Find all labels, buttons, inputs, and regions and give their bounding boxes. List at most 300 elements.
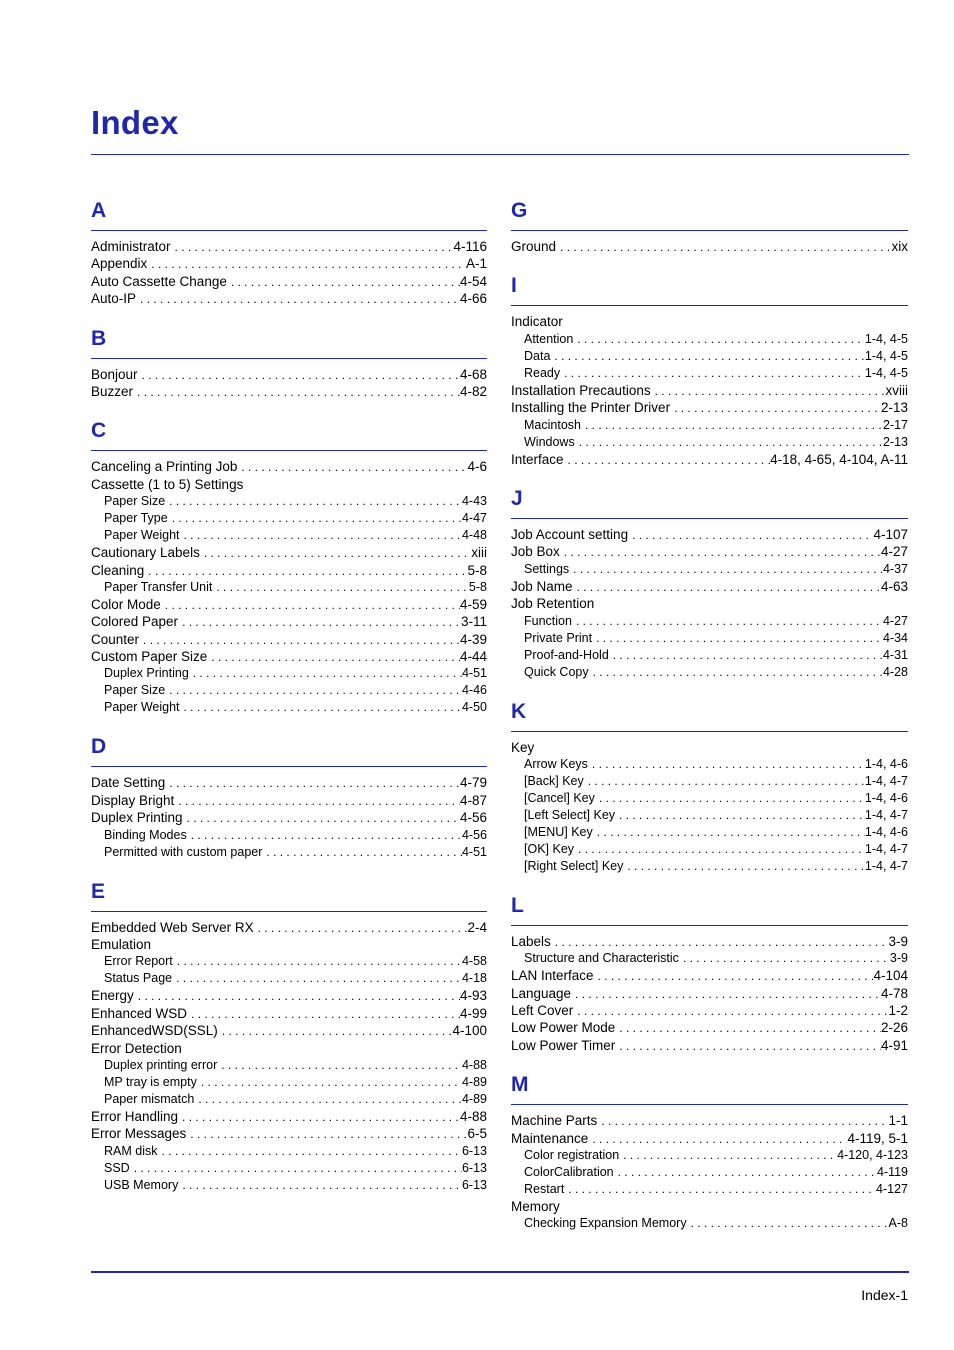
entry-pages: 4-68 <box>459 366 487 382</box>
entry-list <box>511 732 908 892</box>
dot-leader <box>183 810 460 826</box>
entry-pages: 4-34 <box>882 630 908 645</box>
index-subentry <box>511 858 908 875</box>
entry-pages: 4-93 <box>459 988 487 1004</box>
index-subentry <box>91 1057 487 1074</box>
index-entry <box>91 1022 487 1039</box>
entry-term: Colored Paper <box>91 614 179 630</box>
entry-pages: 4-119, 5-1 <box>847 1130 908 1146</box>
entry-pages: 4-56 <box>461 827 487 842</box>
index-entry <box>511 543 908 560</box>
index-subentry <box>91 953 487 970</box>
dot-leader <box>173 953 462 970</box>
section-letter: I <box>511 272 908 306</box>
index-entry <box>511 382 908 399</box>
index-subentry <box>511 630 908 647</box>
index-entry <box>511 1112 908 1129</box>
index-subentry <box>91 1160 487 1177</box>
entry-pages: 4-89 <box>461 1091 487 1106</box>
entry-pages: 4-28 <box>882 664 908 679</box>
entry-pages: 4-54 <box>459 273 487 289</box>
entry-term: Status Page <box>104 971 173 986</box>
dot-leader <box>133 384 460 400</box>
index-entry <box>511 313 908 330</box>
dot-leader <box>619 1147 837 1164</box>
entry-pages: 4-37 <box>882 561 908 576</box>
entry-pages: 1-1 <box>888 1113 908 1129</box>
entry-term: Ground <box>511 239 557 254</box>
dot-leader <box>588 756 865 773</box>
index-column-left <box>91 197 487 1211</box>
entry-term: Auto Cassette Change <box>91 273 227 289</box>
index-entry <box>511 1130 908 1147</box>
entry-term: Function <box>524 613 572 628</box>
index-subentry <box>511 1147 908 1164</box>
entry-pages: 4-91 <box>880 1037 908 1053</box>
dot-leader <box>227 274 460 290</box>
index-section-e <box>91 878 487 1211</box>
page-number: Index-1 <box>861 1287 908 1303</box>
index-subentry <box>511 417 908 434</box>
entry-term: LAN Interface <box>511 968 594 984</box>
entry-term: [OK] Key <box>524 841 575 856</box>
entry-pages: 1-4, 4-5 <box>864 365 908 380</box>
entry-pages: 2-13 <box>880 400 908 416</box>
dot-leader <box>194 1091 462 1108</box>
dot-leader <box>165 682 462 699</box>
entry-pages: 1-4, 4-6 <box>864 824 908 839</box>
entry-term: Maintenance <box>511 1130 589 1146</box>
entry-pages: xiii <box>471 545 487 561</box>
entry-list <box>91 767 487 877</box>
section-letter: B <box>91 325 487 359</box>
index-entry <box>91 1040 487 1057</box>
index-section-c <box>91 417 487 733</box>
entry-term: Low Power Timer <box>511 1037 616 1053</box>
index-subentry <box>91 1177 487 1194</box>
entry-pages: 4-66 <box>459 291 487 307</box>
dot-leader <box>254 920 468 936</box>
entry-pages: 4-107 <box>873 526 908 542</box>
dot-leader <box>615 807 865 824</box>
entry-pages: 4-6 <box>467 459 487 475</box>
entry-term: Embedded Web Server RX <box>91 919 254 935</box>
section-letter: K <box>511 698 908 732</box>
index-section-i <box>511 272 908 485</box>
index-entry <box>91 255 487 272</box>
entry-term: Low Power Mode <box>511 1020 616 1036</box>
entry-pages: 4-104 <box>873 968 908 984</box>
entry-pages: 1-4, 4-7 <box>864 773 908 788</box>
entry-pages: 4-127 <box>876 1182 908 1197</box>
dot-leader <box>571 986 881 1002</box>
index-section-l <box>511 892 908 1071</box>
entry-pages: 3-9 <box>889 951 908 966</box>
entry-pages: 4-63 <box>880 578 908 594</box>
entry-term: Bonjour <box>91 366 138 382</box>
dot-leader <box>560 365 865 382</box>
dot-leader <box>172 970 462 987</box>
entry-term: Error Messages <box>91 1126 187 1142</box>
dot-leader <box>212 579 469 596</box>
index-entry <box>91 774 487 791</box>
entry-term: Custom Paper Size <box>91 649 208 665</box>
entry-term: Enhanced WSD <box>91 1005 188 1021</box>
dot-leader <box>144 563 467 579</box>
entry-pages: 4-47 <box>461 511 487 526</box>
entry-term: EnhancedWSD(SSL) <box>91 1023 218 1039</box>
index-subentry <box>91 665 487 682</box>
entry-pages: 4-56 <box>459 810 487 826</box>
index-subentry <box>511 434 908 451</box>
dot-leader <box>564 452 771 468</box>
dot-leader <box>262 844 462 861</box>
entry-pages: A-8 <box>888 1216 908 1231</box>
index-subentry <box>511 807 908 824</box>
entry-term: SSD <box>104 1160 130 1175</box>
index-subentry <box>91 682 487 699</box>
index-subentry <box>511 950 908 967</box>
index-entry <box>511 526 908 543</box>
dot-leader <box>615 1020 881 1036</box>
index-subentry <box>511 331 908 348</box>
entry-term: Installing the Printer Driver <box>511 400 671 416</box>
dot-leader <box>134 988 460 1004</box>
dot-leader <box>564 1181 876 1198</box>
entry-pages: 1-4, 4-7 <box>864 807 908 822</box>
index-section-m <box>511 1071 908 1249</box>
dot-leader <box>157 1143 461 1160</box>
dot-leader <box>218 1023 453 1039</box>
entry-pages: 4-79 <box>459 775 487 791</box>
entry-pages: 4-78 <box>880 985 908 1001</box>
index-entry <box>511 595 908 612</box>
index-entry <box>91 562 487 579</box>
entry-term: Emulation <box>91 937 152 953</box>
entry-pages: 1-4, 4-7 <box>864 841 908 856</box>
entry-term: Arrow Keys <box>524 756 588 771</box>
entry-term: Language <box>511 985 572 1001</box>
entry-pages: 4-88 <box>461 1057 487 1072</box>
entry-list <box>511 519 908 698</box>
dot-leader <box>595 790 865 807</box>
index-section-d <box>91 733 487 877</box>
index-subentry <box>511 1215 908 1232</box>
entry-term: Buzzer <box>91 383 134 399</box>
entry-pages: 4-58 <box>461 954 487 969</box>
dot-leader <box>679 950 890 967</box>
entry-pages: 5-8 <box>468 579 487 594</box>
entry-pages: xix <box>891 239 908 254</box>
dot-leader <box>165 493 462 510</box>
dot-leader <box>593 824 865 841</box>
entry-term: [Back] Key <box>524 773 584 788</box>
entry-term: Installation Precautions <box>511 382 651 398</box>
index-entry <box>91 238 487 255</box>
entry-term: Duplex Printing <box>104 666 189 681</box>
index-subentry <box>91 493 487 510</box>
dot-leader <box>628 527 873 543</box>
dot-leader <box>615 1038 881 1054</box>
entry-term: Canceling a Printing Job <box>91 459 238 475</box>
index-entry <box>91 1125 487 1142</box>
index-entry <box>511 1019 908 1036</box>
entry-pages: 4-31 <box>882 647 908 662</box>
section-letter: D <box>91 733 487 767</box>
dot-leader <box>147 256 466 272</box>
entry-term: Display Bright <box>91 792 175 808</box>
index-subentry <box>511 1181 908 1198</box>
dot-leader <box>189 665 462 682</box>
dot-leader <box>573 331 865 348</box>
index-section-j <box>511 485 908 698</box>
dot-leader <box>186 1126 467 1142</box>
entry-pages: 2-4 <box>467 919 487 935</box>
entry-term: Paper Weight <box>104 700 180 715</box>
entry-term: Date Setting <box>91 775 166 791</box>
entry-pages: xviii <box>885 382 908 398</box>
index-section-a <box>91 197 487 325</box>
entry-term: Paper Weight <box>104 528 180 543</box>
entry-term: Quick Copy <box>524 664 589 679</box>
entry-pages: 4-87 <box>459 792 487 808</box>
index-entry <box>91 919 487 936</box>
index-entry <box>91 809 487 826</box>
entry-list <box>511 306 908 485</box>
entry-term: Proof-and-Hold <box>524 647 609 662</box>
index-subentry <box>91 527 487 544</box>
entry-pages: 3-11 <box>460 614 487 630</box>
entry-term: Paper Size <box>104 683 166 698</box>
entry-term: Color registration <box>524 1148 620 1163</box>
entry-term: Machine Parts <box>511 1113 598 1129</box>
section-letter: M <box>511 1071 908 1105</box>
index-subentry <box>511 756 908 773</box>
entry-pages: 4-120, 4-123 <box>837 1148 908 1163</box>
entry-term: Memory <box>511 1199 560 1215</box>
index-entry <box>91 648 487 665</box>
entry-pages: 1-4, 4-5 <box>864 331 908 346</box>
entry-term: Paper Type <box>104 511 168 526</box>
entry-pages: 5-8 <box>467 562 487 578</box>
entry-term: Job Name <box>511 578 573 594</box>
entry-pages: 4-59 <box>459 596 487 612</box>
dot-leader <box>178 1109 460 1125</box>
entry-term: Auto-IP <box>91 291 137 307</box>
entry-term: Energy <box>91 988 134 1004</box>
entry-list <box>511 926 908 1071</box>
section-letter: G <box>511 197 908 231</box>
entry-pages: 4-99 <box>459 1005 487 1021</box>
entry-pages: 6-5 <box>467 1126 487 1142</box>
dot-leader <box>200 545 471 561</box>
entry-term: Cassette (1 to 5) Settings <box>91 476 244 492</box>
entry-term: Interface <box>511 451 564 467</box>
index-subentry <box>91 970 487 987</box>
entry-term: USB Memory <box>104 1177 179 1192</box>
entry-term: Key <box>511 739 535 755</box>
index-subentry <box>511 790 908 807</box>
entry-pages: 4-51 <box>461 666 487 681</box>
index-entry <box>91 936 487 953</box>
entry-pages: 6-13 <box>461 1143 487 1158</box>
entry-term: Windows <box>524 434 575 449</box>
entry-pages: 4-27 <box>882 613 908 628</box>
entry-pages: 4-51 <box>461 844 487 859</box>
dot-leader <box>178 614 461 630</box>
section-letter: E <box>91 878 487 912</box>
index-subentry <box>91 827 487 844</box>
dot-leader <box>197 1074 462 1091</box>
dot-leader <box>171 239 454 255</box>
entry-pages: 4-116 <box>453 239 487 254</box>
index-entry <box>91 476 487 493</box>
index-subentry <box>511 1164 908 1181</box>
entry-term: Restart <box>524 1182 565 1197</box>
entry-term: Private Print <box>524 630 593 645</box>
index-subentry <box>511 561 908 578</box>
entry-pages: A-1 <box>465 256 487 272</box>
entry-term: Error Handling <box>91 1108 179 1124</box>
dot-leader <box>597 1113 888 1129</box>
index-entry <box>511 399 908 416</box>
entry-term: Ready <box>524 365 561 380</box>
entry-term: Error Detection <box>91 1040 182 1056</box>
index-entry <box>511 1002 908 1019</box>
section-letter: A <box>91 197 487 231</box>
entry-pages: 6-13 <box>461 1160 487 1175</box>
entry-pages: 1-4, 4-6 <box>864 790 908 805</box>
entry-pages: 4-27 <box>880 544 908 560</box>
dot-leader <box>130 1160 462 1177</box>
dot-leader <box>581 417 883 434</box>
index-subentry <box>511 664 908 681</box>
dot-leader <box>138 367 460 383</box>
index-section-k <box>511 698 908 892</box>
entry-term: MP tray is empty <box>104 1074 197 1089</box>
dot-leader <box>168 510 462 527</box>
index-subentry <box>91 1074 487 1091</box>
index-entry <box>91 273 487 290</box>
index-entry <box>511 1037 908 1054</box>
index-entry <box>91 383 487 400</box>
entry-term: ColorCalibration <box>524 1165 614 1180</box>
title-divider <box>91 154 909 155</box>
entry-term: Labels <box>511 933 551 949</box>
dot-leader <box>207 649 460 665</box>
dot-leader <box>573 1003 888 1019</box>
index-subentry <box>511 613 908 630</box>
index-subentry <box>511 647 908 664</box>
entry-term: Paper Transfer Unit <box>104 579 213 594</box>
index-entry <box>91 458 487 475</box>
entry-term: Duplex printing error <box>104 1057 218 1072</box>
entry-term: Cleaning <box>91 562 145 578</box>
dot-leader <box>551 934 889 950</box>
index-entry <box>91 290 487 307</box>
entry-pages: 3-9 <box>888 933 908 949</box>
index-subentry <box>511 824 908 841</box>
index-entry <box>511 967 908 984</box>
dot-leader <box>572 613 883 630</box>
index-subentry <box>91 1091 487 1108</box>
index-entry <box>511 933 908 950</box>
entry-pages: 1-4, 4-5 <box>864 348 908 363</box>
dot-leader <box>651 383 886 399</box>
dot-leader <box>560 544 881 560</box>
dot-leader <box>569 561 883 578</box>
index-subentry <box>91 844 487 861</box>
dot-leader <box>609 647 883 664</box>
entry-pages: 4-39 <box>459 631 487 647</box>
entry-list <box>511 1105 908 1249</box>
entry-term: Appendix <box>91 256 148 272</box>
entry-term: [Left Select] Key <box>524 807 616 822</box>
section-letter: J <box>511 485 908 519</box>
entry-pages: 4-46 <box>461 683 487 698</box>
entry-term: Data <box>524 348 551 363</box>
entry-pages: 2-26 <box>880 1020 908 1036</box>
entry-pages: 4-18 <box>461 971 487 986</box>
entry-pages: 4-50 <box>461 700 487 715</box>
index-subentry <box>91 1143 487 1160</box>
entry-pages: 4-43 <box>461 494 487 509</box>
entry-list <box>91 231 487 325</box>
dot-leader <box>594 968 874 984</box>
entry-pages: 1-4, 4-6 <box>864 756 908 771</box>
index-entry <box>91 1005 487 1022</box>
dot-leader <box>588 1131 847 1147</box>
entry-pages: 4-48 <box>461 528 487 543</box>
entry-pages: 4-119 <box>876 1165 908 1180</box>
entry-list <box>91 912 487 1211</box>
dot-leader <box>174 793 460 809</box>
entry-term: Duplex Printing <box>91 810 183 826</box>
index-entry <box>511 985 908 1002</box>
entry-pages: 1-2 <box>888 1003 908 1019</box>
entry-pages: 4-88 <box>459 1108 487 1124</box>
entry-term: RAM disk <box>104 1143 158 1158</box>
dot-leader <box>165 775 460 791</box>
entry-term: Attention <box>524 331 574 346</box>
entry-pages: 2-17 <box>882 417 908 432</box>
index-subentry <box>511 348 908 365</box>
entry-list <box>511 231 908 272</box>
index-subentry <box>91 579 487 596</box>
entry-pages: 4-89 <box>461 1074 487 1089</box>
index-entry <box>91 596 487 613</box>
dot-leader <box>136 291 460 307</box>
index-entry <box>91 631 487 648</box>
dot-leader <box>550 348 865 365</box>
section-letter: L <box>511 892 908 926</box>
index-entry <box>91 792 487 809</box>
dot-leader <box>584 773 865 790</box>
entry-term: Error Report <box>104 954 173 969</box>
footer-divider <box>91 1271 909 1273</box>
dot-leader <box>592 630 883 647</box>
dot-leader <box>614 1164 877 1181</box>
dot-leader <box>139 632 460 648</box>
entry-pages: 4-82 <box>459 383 487 399</box>
dot-leader <box>670 400 881 416</box>
index-entry <box>511 739 908 756</box>
entry-term: Paper Size <box>104 494 166 509</box>
dot-leader <box>180 699 462 716</box>
dot-leader <box>556 239 891 255</box>
entry-term: [Right Select] Key <box>524 858 624 873</box>
entry-term: Paper mismatch <box>104 1091 195 1106</box>
